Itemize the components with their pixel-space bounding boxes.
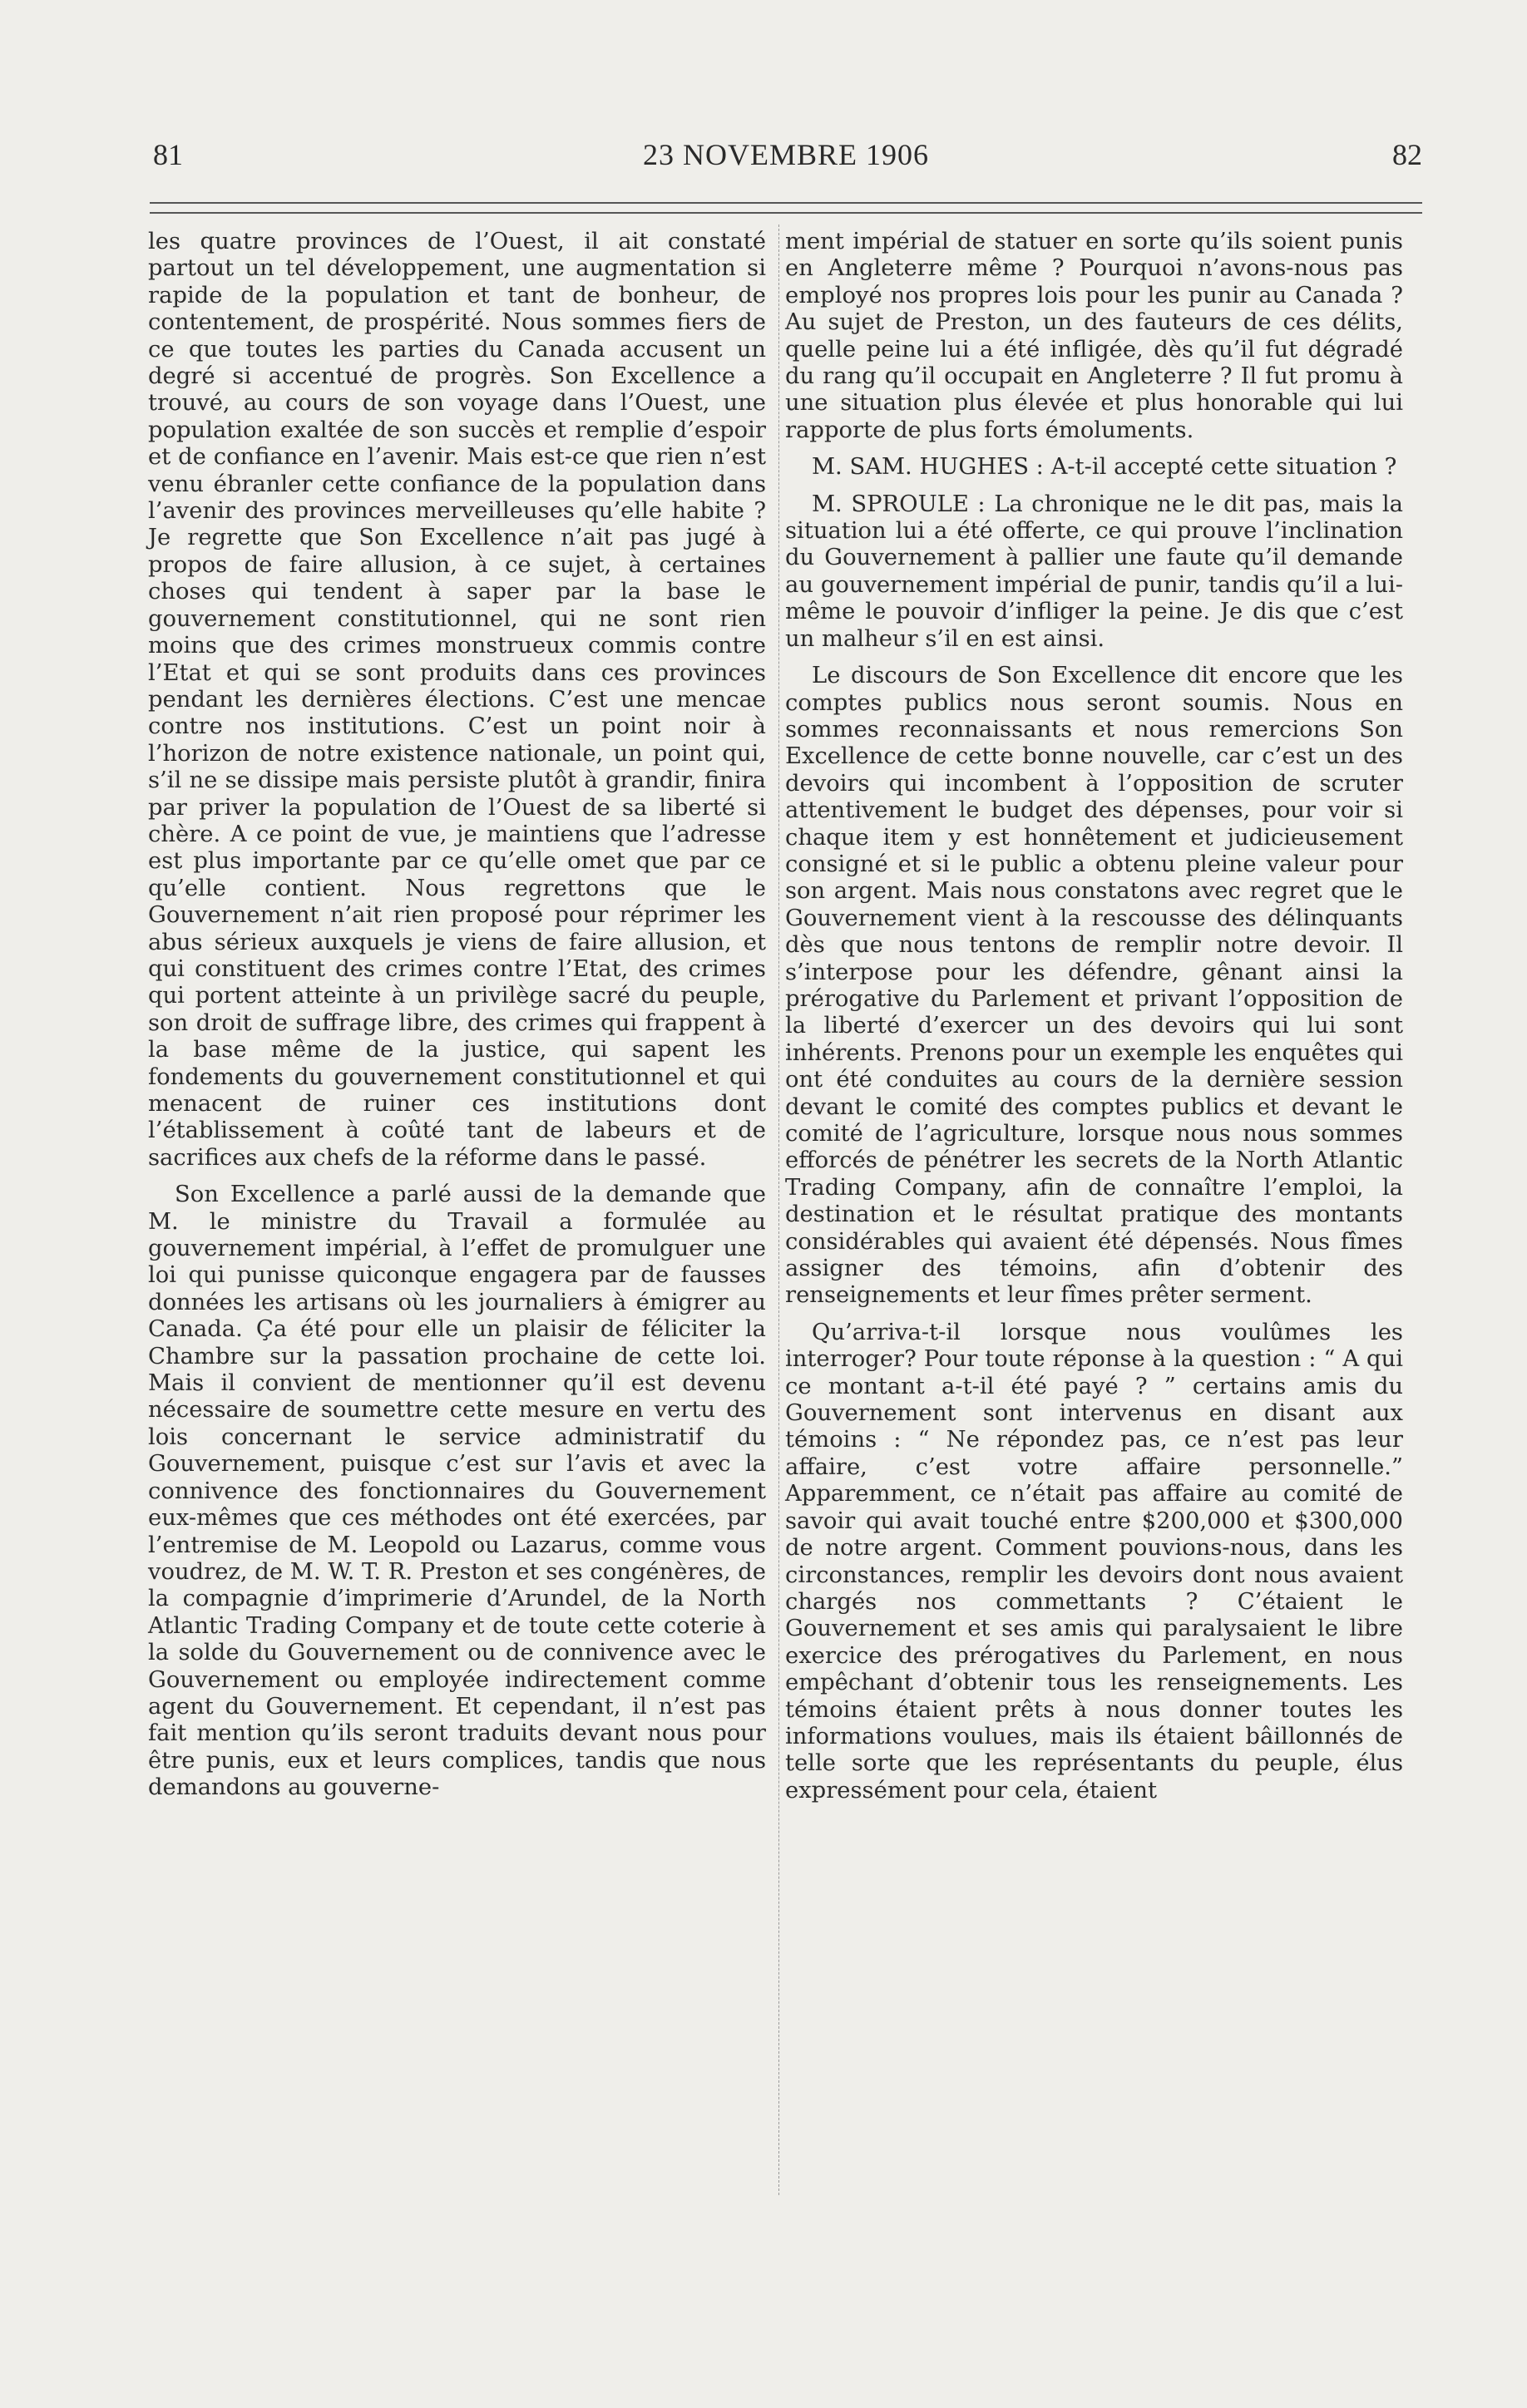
right-column: [785, 229, 1403, 1804]
right-paragraph-2: M. SAM. HUGHES : A-t-il accepté cette situation ?: [812, 454, 1397, 481]
column-divider: [778, 225, 779, 2195]
left-paragraph-2: Son Excellence a parlé aussi de la demande que M. le ministre du Travail a formulée au gouvernement impérial, à l’effet de promulguer une loi qui punisse quiconque engagera par de fausses données les artisans où les journaliers à émigrer au Canada. Ça été pour elle un plaisir de féliciter la Chambre sur la passation prochaine de cette loi. Mais il convient de mentionner qu’il est devenu nécessaire de soumettre cette mesure en vertu des lois concernant le service administratif du Gouvernement, puisque c’est sur l’avis et avec la connivence des fonctionnaires du Gouvernement eux-mêmes que ces méthodes ont été exercées, par l’entremise de M. Leopold ou Lazarus, comme vous voudrez, de M. W. T. R. Preston et ses congénères, de la compagnie d’imprimerie d’Arundel, de la North Atlantic Trading Company et de toute cette coterie à la solde du Gouvernement ou de connivence avec le Gouvernement ou employée indirectement comme agent du Gouvernement. Et cependant, il n’est pas fait mention qu’ils seront traduits devant nous pour être punis, eux et leurs complices, tandis que nous demandons au gouverne-: [148, 1182, 766, 1801]
right-paragraph-3: M. SPROULE : La chronique ne le dit pas, mais la situation lui a été offerte, ce qui prouve l’inclination du Gouvernement à pallier une faute qu’il demande au gouvernement impérial de punir, tandis qu’il a lui-même le pouvoir d’infliger la peine. Je dis que c’est un malheur s’il en est ainsi.: [785, 491, 1403, 652]
header-rule-bottom: [150, 212, 1422, 214]
page-number-right: 82: [1392, 138, 1422, 171]
page-number-left: 81: [153, 138, 183, 171]
header-date: 23 NOVEMBRE 1906: [642, 138, 929, 171]
right-paragraph-4: Le discours de Son Excellence dit encore que les comptes publics nous seront soumis. Nous en sommes reconnaissants et nous remercions Son Excellence de cette bonne nouvelle, car c’est un des devoirs qui incombent à l’opposition de scruter attentivement le budget des dépenses, pour voir si chaque item y est honnêtement et judicieusement consigné et si le public a obtenu pleine valeur pour son argent. Mais nous constatons avec regret que le Gouvernement vient à la rescousse des délinquants dès que nous tentons de remplir notre devoir. Il s’interpose pour les défendre, gênant ainsi la prérogative du Parlement et privant l’opposition de la liberté d’exercer un des devoirs qui lui sont inhérents. Prenons pour un exemple les enquêtes qui ont été conduites au cours de la dernière session devant le comité des comptes publics et devant le comité de l’agriculture, lorsque nous nous sommes efforcés de pénétrer les secrets de la North Atlantic Trading Company, afin de connaître l’emploi, la destination et le résultat pratique des montants considérables qui avaient été dépensés. Nous fîmes assigner des témoins, afin d’obtenir des renseignements et leur fîmes prêter serment.: [785, 663, 1403, 1309]
right-paragraph-1: ment impérial de statuer en sorte qu’ils soient punis en Angleterre même ? Pourquoi n’avons-nous pas employé nos propres lois pour les punir au Canada ? Au sujet de Preston, un des fauteurs de ces délits, quelle peine lui a été infligée, dès qu’il fut dégradé du rang qu’il occupait en Angleterre ? Il fut promu à une situation plus élevée et plus honorable qui lui rapporte de plus forts émoluments.: [785, 229, 1403, 443]
header-rule-top: [150, 202, 1422, 204]
right-paragraph-5: Qu’arriva-t-il lorsque nous voulûmes les interroger? Pour toute réponse à la question : “ A qui ce montant a-t-il été payé ? ” certains amis du Gouvernement sont intervenus en disant aux témoins : “ Ne répondez pas, ce n’est pas leur affaire, c’est votre affaire personnelle.” Apparemment, ce n’était pas affaire au comité de savoir qui avait touché entre $200,000 et $300,000 de notre argent. Comment pouvions-nous, dans les circonstances, remplir les devoirs dont nous avaient chargés nos commettants ? C’étaient le Gouvernement et ses amis qui paralysaient le libre exercice des prérogatives du Parlement, en nous empêchant d’obtenir tous les renseignements. Les témoins étaient prêts à nous donner toutes les informations voulues, mais ils étaient bâillonnés de telle sorte que les représentants du peuple, élus expressément pour cela, étaient: [785, 1319, 1403, 1804]
left-paragraph-1: les quatre provinces de l’Ouest, il ait constaté partout un tel développement, une augmentation si rapide de la population et tant de bonheur, de contentement, de prospérité. Nous sommes fiers de ce que toutes les parties du Canada accusent un degré si accentué de progrès. Son Excellence a trouvé, au cours de son voyage dans l’Ouest, une population exaltée de son succès et remplie d’espoir et de confiance en l’avenir. Mais est-ce que rien n’est venu ébranler cette confiance de la population dans l’avenir des provinces merveilleuses qu’elle habite ? Je regrette que Son Excellence n’ait pas jugé à propos de faire allusion, à ce sujet, à certaines choses qui tendent à saper par la base le gouvernement constitutionnel, qui ne sont rien moins que des crimes monstrueux commis contre l’Etat et qui se sont produits dans ces provinces pendant les dernières élections. C’est une mencae contre nos institutions. C’est un point noir à l’horizon de notre existence nationale, un point qui, s’il ne se dissipe mais persiste plutôt à grandir, finira par priver la population de l’Ouest de sa liberté si chère. A ce point de vue, je maintiens que l’adresse est plus importante par ce qu’elle omet que par ce qu’elle contient. Nous regrettons que le Gouvernement n’ait rien proposé pour réprimer les abus sérieux auxquels je viens de faire allusion, et qui constituent des crimes contre l’Etat, des crimes qui portent atteinte à un privilège sacré du peuple, son droit de suffrage libre, des crimes qui frappent à la base même de la justice, qui sapent les fondements du gouvernement constitutionnel et qui menacent de ruiner ces institutions dont l’établissement à coûté tant de labeurs et de sacrifices aux chefs de la réforme dans le passé.: [148, 229, 766, 1171]
page-header: [150, 137, 1422, 179]
left-column: [148, 229, 766, 1802]
